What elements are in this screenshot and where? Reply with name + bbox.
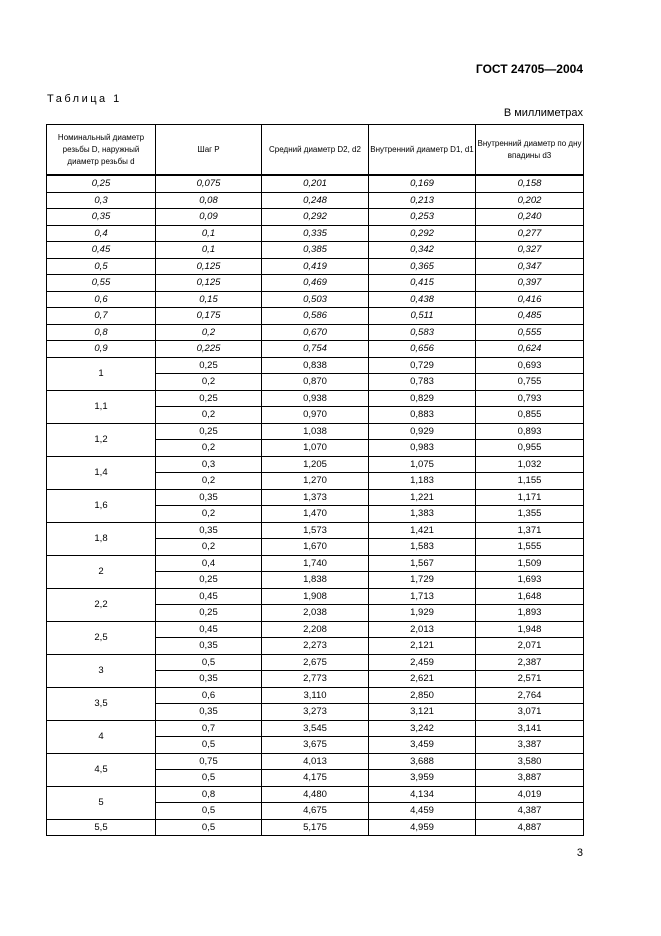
table-cell: 0,555: [476, 324, 584, 341]
nominal-diameter-cell: 2,2: [47, 588, 156, 621]
table-row: [47, 555, 584, 572]
table-row: [47, 753, 584, 770]
table-cell: 0,35: [47, 209, 156, 226]
table-cell: 0,938: [262, 390, 369, 407]
table-cell: 4,019: [476, 786, 584, 803]
table-cell: 0,277: [476, 225, 584, 242]
nominal-diameter-cell: 2: [47, 555, 156, 588]
table-cell: 0,225: [156, 341, 262, 358]
table-cell: 0,292: [262, 209, 369, 226]
table-cell: 0,8: [156, 786, 262, 803]
nominal-diameter-cell: 2,5: [47, 621, 156, 654]
table-cell: 3,580: [476, 753, 584, 770]
table-cell: 2,621: [369, 671, 476, 688]
table-cell: 0,2: [156, 440, 262, 457]
table-cell: 0,45: [156, 621, 262, 638]
table-cell: 0,883: [369, 407, 476, 424]
table-cell: 0,5: [156, 803, 262, 820]
table-cell: 0,125: [156, 275, 262, 292]
table-cell: 2,121: [369, 638, 476, 655]
table-cell: 0,419: [262, 258, 369, 275]
table-cell: 0,1: [156, 242, 262, 259]
table-cell: 0,35: [156, 704, 262, 721]
table-cell: 0,7: [47, 308, 156, 325]
table-cell: 0,1: [156, 225, 262, 242]
table-cell: 3,242: [369, 720, 476, 737]
table-cell: 0,35: [156, 638, 262, 655]
table-cell: 0,729: [369, 357, 476, 374]
table-cell: 1,070: [262, 440, 369, 457]
table-cell: 1,740: [262, 555, 369, 572]
table-cell: 0,4: [47, 225, 156, 242]
table-row: [47, 423, 584, 440]
table-row: [47, 456, 584, 473]
document-code: ГОСТ 24705—2004: [475, 62, 583, 76]
table-cell: 1,205: [262, 456, 369, 473]
table-cell: 1,383: [369, 506, 476, 523]
table-cell: 0,202: [476, 192, 584, 209]
table-cell: 1,583: [369, 539, 476, 556]
table-cell: 1,075: [369, 456, 476, 473]
table-cell: 0,670: [262, 324, 369, 341]
table-row: [47, 489, 584, 506]
nominal-diameter-cell: 1: [47, 357, 156, 390]
table-cell: 2,773: [262, 671, 369, 688]
table-cell: 1,670: [262, 539, 369, 556]
table-cell: 1,729: [369, 572, 476, 589]
table-cell: 0,2: [156, 324, 262, 341]
table-row: [47, 720, 584, 737]
table-cell: 0,415: [369, 275, 476, 292]
nominal-diameter-cell: 1,4: [47, 456, 156, 489]
nominal-diameter-cell: 5,5: [47, 819, 156, 836]
table-cell: 3,688: [369, 753, 476, 770]
table-cell: 3,141: [476, 720, 584, 737]
table-cell: 1,838: [262, 572, 369, 589]
table-row: [47, 687, 584, 704]
table-cell: 0,8: [47, 324, 156, 341]
table-row: [47, 324, 584, 341]
table-cell: 4,175: [262, 770, 369, 787]
table-cell: 0,7: [156, 720, 262, 737]
table-cell: 0,45: [156, 588, 262, 605]
nominal-diameter-cell: 1,1: [47, 390, 156, 423]
table-cell: 0,4: [156, 555, 262, 572]
table-cell: 0,35: [156, 489, 262, 506]
table-cell: 0,970: [262, 407, 369, 424]
table-cell: 0,248: [262, 192, 369, 209]
table-cell: 3,675: [262, 737, 369, 754]
table-row: [47, 275, 584, 292]
table-cell: 2,571: [476, 671, 584, 688]
table-cell: 0,2: [156, 539, 262, 556]
table-cell: 0,2: [156, 473, 262, 490]
table-cell: 1,038: [262, 423, 369, 440]
table-cell: 1,221: [369, 489, 476, 506]
table-cell: 2,850: [369, 687, 476, 704]
table-cell: 0,25: [156, 605, 262, 622]
table-cell: 0,342: [369, 242, 476, 259]
table-cell: 4,675: [262, 803, 369, 820]
table-cell: 0,754: [262, 341, 369, 358]
table-cell: 0,5: [156, 737, 262, 754]
table-cell: 0,586: [262, 308, 369, 325]
table-cell: 0,5: [156, 770, 262, 787]
table-cell: 0,485: [476, 308, 584, 325]
table-cell: 5,175: [262, 819, 369, 836]
table-row: [47, 225, 584, 242]
table-cell: 0,983: [369, 440, 476, 457]
table-cell: 0,292: [369, 225, 476, 242]
column-header-nominal-diameter: Номинальный диаметр резьбы D, наружный диаметр резьбы d: [47, 125, 156, 176]
table-cell: 0,929: [369, 423, 476, 440]
table-cell: 0,125: [156, 258, 262, 275]
table-cell: 4,013: [262, 753, 369, 770]
table-row: [47, 209, 584, 226]
table-cell: 1,929: [369, 605, 476, 622]
nominal-diameter-cell: 5: [47, 786, 156, 819]
table-cell: 0,511: [369, 308, 476, 325]
page-number: 3: [576, 847, 583, 859]
table-cell: 2,387: [476, 654, 584, 671]
table-row: [47, 786, 584, 803]
table-cell: 2,764: [476, 687, 584, 704]
table-row: [47, 654, 584, 671]
nominal-diameter-cell: 4: [47, 720, 156, 753]
table-cell: 4,480: [262, 786, 369, 803]
thread-dimensions-table: [46, 124, 584, 836]
table-cell: 2,675: [262, 654, 369, 671]
table-cell: 0,838: [262, 357, 369, 374]
table-cell: 3,887: [476, 770, 584, 787]
nominal-diameter-cell: 3: [47, 654, 156, 687]
table-row: [47, 588, 584, 605]
table-cell: 1,648: [476, 588, 584, 605]
table-cell: 1,567: [369, 555, 476, 572]
table-cell: 0,2: [156, 506, 262, 523]
table-cell: 2,038: [262, 605, 369, 622]
table-cell: 0,08: [156, 192, 262, 209]
table-cell: 0,327: [476, 242, 584, 259]
table-cell: 0,783: [369, 374, 476, 391]
table-cell: 2,071: [476, 638, 584, 655]
table-cell: 0,365: [369, 258, 476, 275]
table-cell: 4,459: [369, 803, 476, 820]
table-cell: 1,908: [262, 588, 369, 605]
table-cell: 0,5: [156, 819, 262, 836]
table-cell: 1,573: [262, 522, 369, 539]
table-row: [47, 390, 584, 407]
table-row: [47, 242, 584, 259]
table-cell: 0,469: [262, 275, 369, 292]
table-cell: 1,373: [262, 489, 369, 506]
table-cell: 0,169: [369, 175, 476, 192]
table-cell: 0,3: [156, 456, 262, 473]
table-caption: Таблица 1: [47, 93, 122, 105]
table-cell: 0,09: [156, 209, 262, 226]
table-cell: 2,273: [262, 638, 369, 655]
table-cell: 1,355: [476, 506, 584, 523]
table-cell: 1,713: [369, 588, 476, 605]
table-cell: 0,855: [476, 407, 584, 424]
table-cell: 0,6: [47, 291, 156, 308]
table-cell: 3,273: [262, 704, 369, 721]
column-header-minor-diameter: Внутренний диаметр D1, d1: [369, 125, 476, 176]
table-row: [47, 308, 584, 325]
table-row: [47, 621, 584, 638]
table-cell: 3,387: [476, 737, 584, 754]
table-cell: 0,693: [476, 357, 584, 374]
table-cell: 1,421: [369, 522, 476, 539]
table-cell: 1,509: [476, 555, 584, 572]
table-cell: 0,829: [369, 390, 476, 407]
table-cell: 1,171: [476, 489, 584, 506]
table-row: [47, 175, 584, 192]
table-cell: 3,959: [369, 770, 476, 787]
table-cell: 2,208: [262, 621, 369, 638]
table-cell: 4,959: [369, 819, 476, 836]
table-cell: 1,470: [262, 506, 369, 523]
table-cell: 0,240: [476, 209, 584, 226]
column-header-pitch-diameter: Средний диаметр D2, d2: [262, 125, 369, 176]
table-cell: 3,121: [369, 704, 476, 721]
table-cell: 0,25: [156, 390, 262, 407]
table-cell: 0,75: [156, 753, 262, 770]
table-row: [47, 341, 584, 358]
table-cell: 0,656: [369, 341, 476, 358]
table-row: [47, 357, 584, 374]
table-row: [47, 258, 584, 275]
table-cell: 1,555: [476, 539, 584, 556]
table-cell: 0,583: [369, 324, 476, 341]
table-cell: 0,201: [262, 175, 369, 192]
table-cell: 0,870: [262, 374, 369, 391]
table-cell: 0,253: [369, 209, 476, 226]
table-cell: 0,5: [156, 654, 262, 671]
units-note: В миллиметрах: [503, 107, 583, 119]
table-row: [47, 819, 584, 836]
table-row: [47, 522, 584, 539]
column-header-pitch: Шаг P: [156, 125, 262, 176]
table-cell: 3,110: [262, 687, 369, 704]
table-cell: 3,545: [262, 720, 369, 737]
table-cell: 0,335: [262, 225, 369, 242]
table-cell: 0,385: [262, 242, 369, 259]
table-cell: 0,25: [47, 175, 156, 192]
table-row: [47, 291, 584, 308]
table-cell: 0,2: [156, 407, 262, 424]
table-cell: 0,35: [156, 671, 262, 688]
table-cell: 1,183: [369, 473, 476, 490]
table-cell: 1,155: [476, 473, 584, 490]
table-cell: 0,624: [476, 341, 584, 358]
table-cell: 4,134: [369, 786, 476, 803]
nominal-diameter-cell: 1,6: [47, 489, 156, 522]
column-header-root-diameter: Внутренний диаметр по дну впадины d3: [476, 125, 584, 176]
table-cell: 0,55: [47, 275, 156, 292]
table-row: [47, 192, 584, 209]
nominal-diameter-cell: 1,8: [47, 522, 156, 555]
table-cell: 1,948: [476, 621, 584, 638]
table-cell: 1,270: [262, 473, 369, 490]
table-body: [47, 175, 584, 836]
table-cell: 0,25: [156, 423, 262, 440]
table-cell: 0,893: [476, 423, 584, 440]
table-cell: 1,693: [476, 572, 584, 589]
table-cell: 0,503: [262, 291, 369, 308]
table-cell: 2,013: [369, 621, 476, 638]
table-cell: 0,075: [156, 175, 262, 192]
table-cell: 0,5: [47, 258, 156, 275]
table-cell: 0,9: [47, 341, 156, 358]
table-cell: 0,347: [476, 258, 584, 275]
table-cell: 2,459: [369, 654, 476, 671]
table-cell: 0,2: [156, 374, 262, 391]
table-cell: 0,158: [476, 175, 584, 192]
table-cell: 4,887: [476, 819, 584, 836]
table-cell: 0,35: [156, 522, 262, 539]
table-cell: 0,25: [156, 572, 262, 589]
table-cell: 0,3: [47, 192, 156, 209]
table-cell: 1,371: [476, 522, 584, 539]
table-cell: 0,175: [156, 308, 262, 325]
table-cell: 0,15: [156, 291, 262, 308]
table-cell: 0,213: [369, 192, 476, 209]
table-cell: 0,793: [476, 390, 584, 407]
table-cell: 0,25: [156, 357, 262, 374]
table-cell: 0,397: [476, 275, 584, 292]
table-cell: 0,955: [476, 440, 584, 457]
table-cell: 1,032: [476, 456, 584, 473]
nominal-diameter-cell: 1,2: [47, 423, 156, 456]
table-cell: 0,755: [476, 374, 584, 391]
table-cell: 3,071: [476, 704, 584, 721]
table-cell: 0,6: [156, 687, 262, 704]
table-cell: 0,438: [369, 291, 476, 308]
table-cell: 0,45: [47, 242, 156, 259]
table-cell: 3,459: [369, 737, 476, 754]
table-cell: 0,416: [476, 291, 584, 308]
nominal-diameter-cell: 3,5: [47, 687, 156, 720]
nominal-diameter-cell: 4,5: [47, 753, 156, 786]
table-cell: 1,893: [476, 605, 584, 622]
table-cell: 4,387: [476, 803, 584, 820]
